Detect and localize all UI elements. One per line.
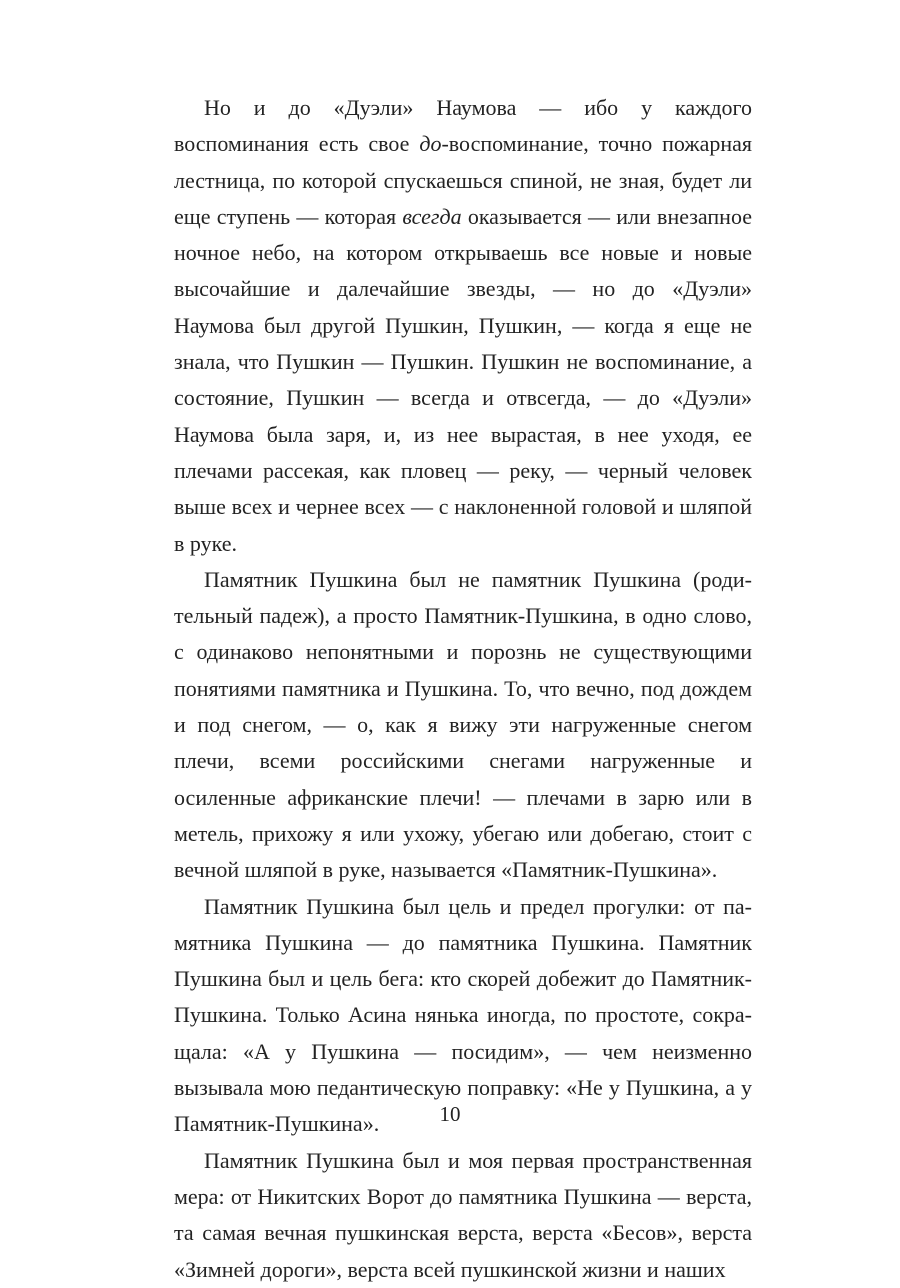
paragraph-1: [174, 90, 752, 562]
paragraph-2-run-1: Памятник Пушкина был не памятник Пушкина (родительный падеж), а просто Памятник-Пушкина, в одно слово, с одинаково непонятными и порознь не существующими понятиями памятника и Пушкина. То, что вечно, под дождем и под снегом, — о, как я вижу эти нагруженные снегом плечи, всеми российскими снегами нагруженные и осиленные африканские плечи! — плечами в зарю или в метель, прихожу я или ухожу, убегаю или добегаю, стоит с вечной шляпой в руке, называется «Памятник-Пушкина».: [174, 566, 752, 883]
paragraph-3-run-1: Памятник Пушкина был цель и предел прогулки: от памятника Пушкина — до памятника Пушкина. Памятник Пушкина был и цель бега: кто скорей добежит до Памятник-Пушкина. Только Асина нянька иногда, по простоте, сокращала: «А у Пушкина — посидим», — чем неизменно вызывала мою педантическую поправку: «Не у Пушкина, а у Памятник-Пушкина».: [174, 893, 752, 1137]
paragraph-1-run-4-italic: всегда: [402, 203, 462, 229]
paragraph-4: [174, 1143, 752, 1288]
paragraph-1-run-1: Но и до «Дуэли» Наумова — ибо у каждого воспоминания есть свое: [174, 95, 752, 157]
paragraph-4-run-1: Памятник Пушкина был и моя первая пространственная мера: от Никитских Ворот до памятника Пушкина — верста, та самая вечная пушкинская верста, верста «Бесов», верста «Зимней дороги», верста всей пушкинской жизни и наших: [174, 1147, 752, 1282]
paragraph-1-run-3: -воспоминание, точно пожарная лестница, по которой спускаешься спиной, не зная, будет ли еще ступень — которая: [174, 131, 752, 229]
paragraph-1-run-2-italic: до: [419, 131, 442, 157]
paragraph-1-run-5: оказывается — или внезапное ночное небо, на котором открываешь все новые и новые высочайшие и далечайшие звезды, — но до «Дуэли» Наумова был другой Пушкин, Пушкин, — когда я еще не знала, что Пушкин — Пушкин. Пушкин не воспоминание, а состояние, Пушкин — всегда и отвсегда, — до «Дуэли» Наумова была заря, и, из нее вырастая, в нее уходя, ее плечами рассекая, как пловец — реку, — черный человек выше всех и чернее всех — с наклоненной головой и шляпой в руке.: [174, 203, 752, 556]
page-number: 10: [439, 1102, 461, 1126]
paragraph-2: [174, 562, 752, 889]
